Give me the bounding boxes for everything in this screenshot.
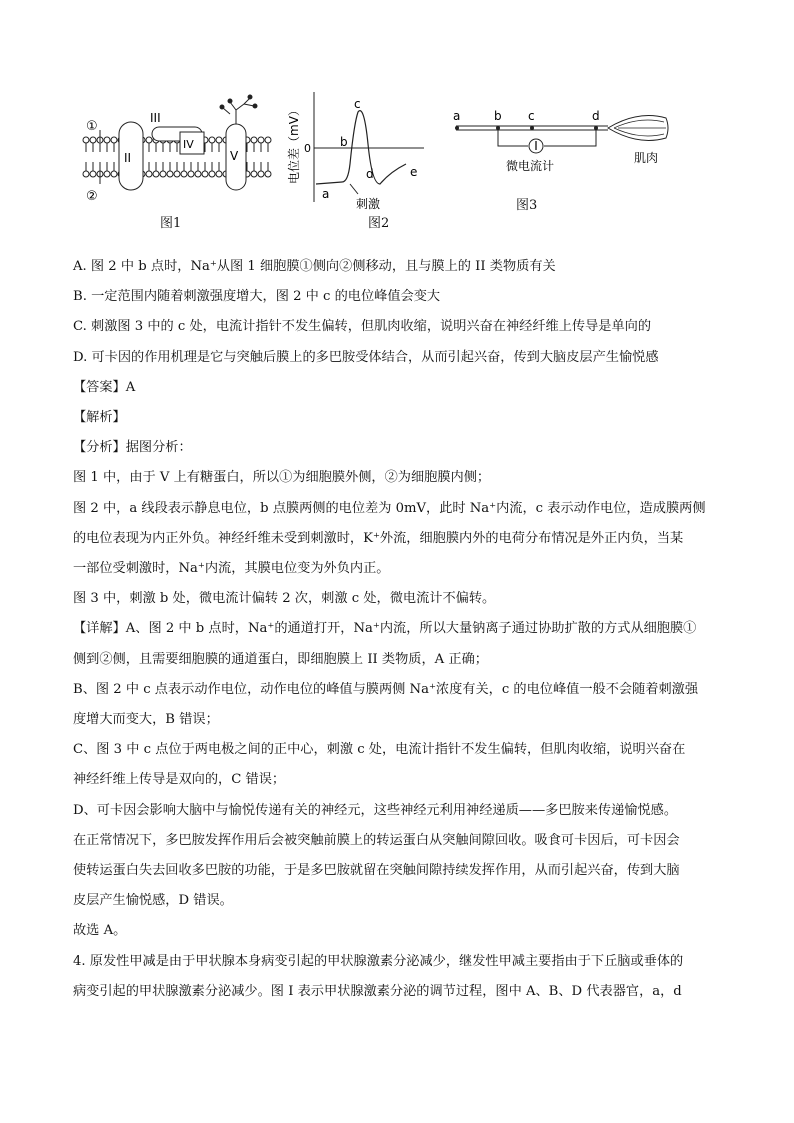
f3-point-b: b [494,109,502,123]
label-iii: III [150,111,161,125]
text-line: 的电位表现为内正外负。神经纤维未受到刺激时，K⁺外流，细胞膜内外的电荷分布情况是外正内负，当某 [73,530,684,546]
option-a: A. 图 2 中 b 点时，Na⁺从图 1 细胞膜①侧向②侧移动，且与膜上的 II 类物质有关 [73,259,556,274]
point-a: a [322,187,330,201]
text-line: C、图 3 中 c 点位于两电极之间的正中心，刺激 c 处，电流计指针不发生偏转，但肌肉收缩，说明兴奋在 [73,742,686,758]
text-line: 4. 原发性甲减是由于甲状腺本身病变引起的甲状腺激素分泌减少，继发性甲减主要指由于下丘脑或垂体的 [73,953,684,969]
stimulus-label: 刺激 [356,197,381,211]
text-line: 图 1 中，由于 V 上有糖蛋白，所以①为细胞膜外侧，②为细胞膜内侧； [73,470,491,486]
f3-point-a: a [453,109,461,123]
point-c: c [354,97,361,111]
question-content [73,252,723,1007]
point-b: b [340,135,348,149]
point-d: d [366,167,374,181]
f3-point-d: d [592,109,600,123]
text-line: B、图 2 中 c 点表示动作电位，动作电位的峰值与膜两侧 Na⁺浓度有关，c 的电位峰值一般不会随着刺激强 [73,681,699,697]
text-line: 【分析】据图分析： [73,440,192,456]
option-d: D. 可卡因的作用机理是它与突触后膜上的多巴胺受体结合，从而引起兴奋，传到大脑皮层产生愉悦感 [73,349,659,365]
stimulus-arrow [350,184,358,194]
figures-area [80,84,720,234]
potential-curve [316,111,406,184]
meter-wire [498,130,596,146]
text-line: 侧到②侧，且需要细胞膜的通道蛋白，即细胞膜上 II 类物质，A 正确； [73,651,488,667]
point-e: e [410,165,418,179]
label-v: V [230,149,239,163]
side-2-label: ② [86,189,98,204]
label-iv: IV [183,138,194,151]
label-ii: II [124,151,132,165]
text-line: 病变引起的甲状腺激素分泌减少。图 I 表示甲状腺激素分泌的调节过程，图中 A、B、D 代表器官，a，d [73,983,682,999]
figure-1-caption: 图1 [160,216,182,231]
figure-2-caption: 图2 [368,216,390,231]
answer-line: 【答案】A [73,379,136,395]
text-line: 在正常情况下，多巴胺发挥作用后会被突触前膜上的转运蛋白从突触间隙回收。吸食可卡因后，可卡因会 [73,832,680,848]
text-line: 图 3 中，刺激 b 处，微电流计偏转 2 次，刺激 c 处，微电流计不偏转。 [73,591,496,607]
option-c: C. 刺激图 3 中的 c 处，电流计指针不发生偏转，但肌肉收缩，说明兴奋在神经纤维上传导是单向的 [73,319,652,335]
zero-label: 0 [304,142,311,155]
figure-3-caption: 图3 [516,198,538,213]
y-axis-label: 电位差（mV） [287,104,301,184]
muscle-label: 肌肉 [634,151,659,165]
option-b: B. 一定范围内随着刺激强度增大，图 2 中 c 的电位峰值会变大 [73,289,441,305]
text-line: 故选 A。 [73,923,127,939]
side-1-label: ① [86,119,98,134]
text-line: 度增大而变大，B 错误； [73,712,219,728]
text-line: 皮层产生愉悦感，D 错误。 [73,893,233,909]
text-line: D、可卡因会影响大脑中与愉悦传递有关的神经元，这些神经元利用神经递质——多巴胺来传递愉悦感。 [73,802,678,818]
glycoprotein-chains [220,95,257,124]
text-line: 图 2 中，a 线段表示静息电位，b 点膜两侧的电位差为 0mV，此时 Na⁺内流，c 表示动作电位，造成膜两侧 [73,500,706,516]
text-line: 一部位受刺激时，Na⁺内流，其膜电位变为外负内正。 [73,561,390,577]
f3-point-c: c [528,109,535,123]
figure-3-nerve-fiber [448,104,718,204]
text-line: 神经纤维上传导是双向的，C 错误； [73,772,286,788]
text-line: 使转运蛋白失去回收多巴胺的功能，于是多巴胺就留在突触间隙持续发挥作用，从而引起兴奋，传到大脑 [73,863,680,879]
figure-2-potential-graph [284,84,444,214]
figure-1-membrane [80,84,280,214]
meter-label: 微电流计 [506,159,555,173]
analysis-title: 【解析】 [73,410,126,426]
text-line: 【详解】A、图 2 中 b 点时，Na⁺的通道打开，Na⁺内流，所以大量钠离子通过协助扩散的方式从细胞膜① [73,621,697,637]
